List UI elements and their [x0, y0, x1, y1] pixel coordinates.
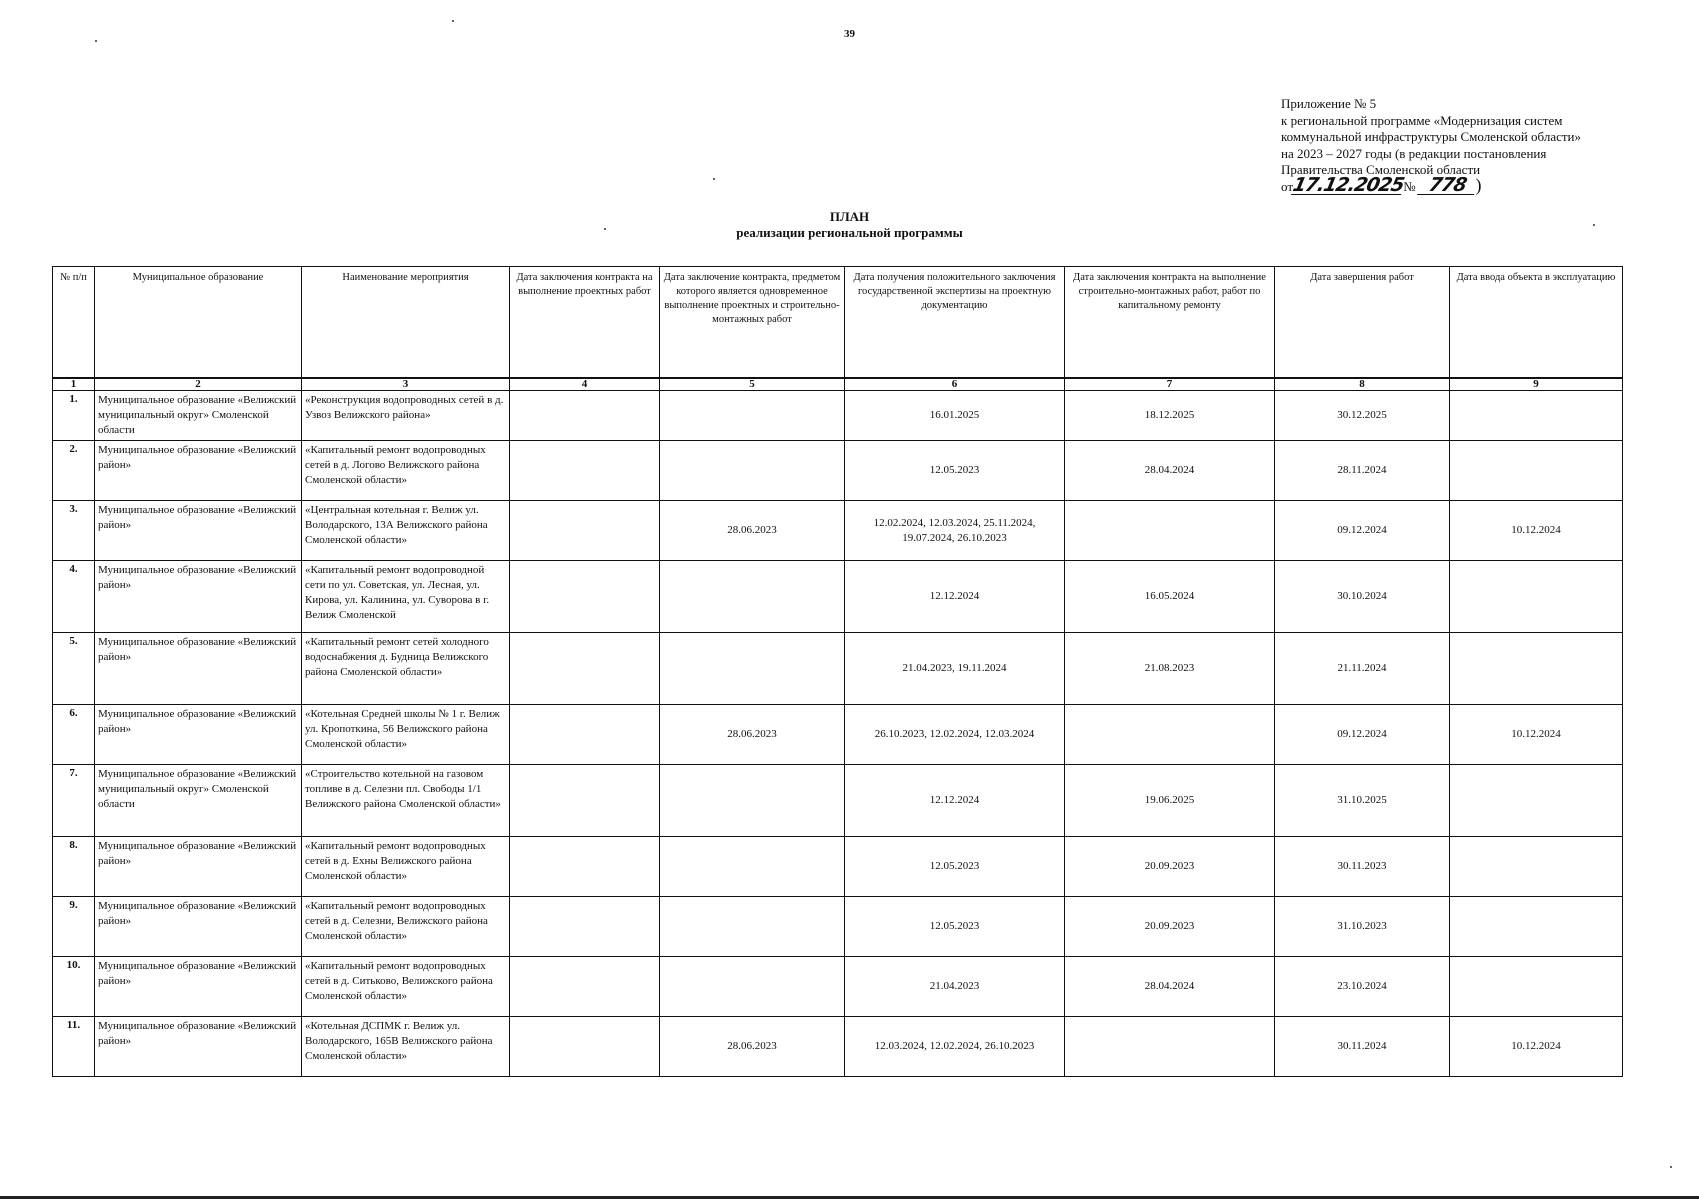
contract-construction-date: 16.05.2024	[1065, 561, 1275, 633]
table-row	[53, 441, 1623, 501]
event-cell: «Капитальный ремонт водопроводной сети по ул. Советская, ул. Лесная, ул. Кирова, ул. Калинина, ул. Суворова в г. Велиж Смоленской	[302, 561, 510, 633]
commissioning-date	[1450, 837, 1623, 897]
expertise-date: 12.03.2024, 12.02.2024, 26.10.2023	[845, 1017, 1065, 1077]
completion-date: 31.10.2023	[1275, 897, 1450, 957]
commissioning-date	[1450, 441, 1623, 501]
row-number: 1.	[53, 391, 95, 441]
scan-speck	[1593, 224, 1595, 226]
column-header: № п/п	[53, 267, 95, 379]
contract-combined-date: 28.06.2023	[660, 1017, 845, 1077]
expertise-date: 16.01.2025	[845, 391, 1065, 441]
expertise-date: 12.05.2023	[845, 441, 1065, 501]
column-number: 5	[660, 378, 845, 391]
row-number: 7.	[53, 765, 95, 837]
number-label: №	[1403, 178, 1416, 194]
expertise-date: 12.05.2023	[845, 837, 1065, 897]
commissioning-date: 10.12.2024	[1450, 1017, 1623, 1077]
completion-date: 30.12.2025	[1275, 391, 1450, 441]
column-header: Дата ввода объекта в эксплуатацию	[1450, 267, 1623, 379]
title-plan: ПЛАН	[829, 209, 870, 224]
contract-design-date	[510, 765, 660, 837]
appendix-line-1: Приложение № 5	[1281, 96, 1377, 111]
completion-date: 31.10.2025	[1275, 765, 1450, 837]
commissioning-date	[1450, 633, 1623, 705]
contract-combined-date	[660, 633, 845, 705]
commissioning-date: 10.12.2024	[1450, 501, 1623, 561]
appendix-line-2: к региональной программе «Модернизация систем	[1281, 112, 1563, 128]
expertise-date: 12.12.2024	[845, 765, 1065, 837]
contract-design-date	[510, 561, 660, 633]
scan-edge-line	[0, 1196, 1699, 1199]
appendix-line-5: Правительства Смоленской области	[1281, 162, 1481, 177]
column-number-row	[53, 378, 1623, 391]
appendix-date-line: от17.12.2025№ 778 )	[1281, 173, 1482, 196]
document-title	[0, 208, 1699, 241]
row-number: 8.	[53, 837, 95, 897]
event-cell: «Котельная Средней школы № 1 г. Велиж ул. Кропоткина, 56 Велижского района Смоленской области»	[302, 705, 510, 765]
page-number: 39	[844, 28, 855, 40]
scan-speck	[452, 20, 454, 22]
contract-construction-date: 28.04.2024	[1065, 441, 1275, 501]
column-header: Дата завершения работ	[1275, 267, 1450, 379]
table-row	[53, 561, 1623, 633]
table-row	[53, 705, 1623, 765]
event-cell: «Капитальный ремонт водопроводных сетей в д. Логово Велижского района Смоленской области»	[302, 441, 510, 501]
row-number: 10.	[53, 957, 95, 1017]
column-number: 4	[510, 378, 660, 391]
completion-date: 09.12.2024	[1275, 501, 1450, 561]
completion-date: 30.11.2023	[1275, 837, 1450, 897]
contract-design-date	[510, 391, 660, 441]
commissioning-date	[1450, 897, 1623, 957]
municipality-cell: Муниципальное образование «Велижский район»	[95, 561, 302, 633]
table-row	[53, 633, 1623, 705]
scan-speck	[95, 40, 97, 42]
column-number: 1	[53, 378, 95, 391]
column-number: 6	[845, 378, 1065, 391]
column-number: 9	[1450, 378, 1623, 391]
municipality-cell: Муниципальное образование «Велижский район»	[95, 705, 302, 765]
completion-date: 30.10.2024	[1275, 561, 1450, 633]
contract-construction-date	[1065, 501, 1275, 561]
from-label: от	[1281, 178, 1294, 194]
municipality-cell: Муниципальное образование «Велижский район»	[95, 441, 302, 501]
event-cell: «Реконструкция водопроводных сетей в д. Узвоз Велижского района»	[302, 391, 510, 441]
completion-date: 09.12.2024	[1275, 705, 1450, 765]
column-header: Дата заключения контракта на выполнение проектных работ	[510, 267, 660, 379]
contract-construction-date	[1065, 705, 1275, 765]
municipality-cell: Муниципальное образование «Велижский район»	[95, 501, 302, 561]
completion-date: 30.11.2024	[1275, 1017, 1450, 1077]
event-cell: «Капитальный ремонт водопроводных сетей в д. Ехны Велижского района Смоленской области»	[302, 837, 510, 897]
contract-combined-date	[660, 957, 845, 1017]
commissioning-date	[1450, 391, 1623, 441]
column-header: Дата заключение контракта, предметом которого является одновременное выполнение проектных и строительно-монтажных работ	[660, 267, 845, 379]
expertise-date: 12.12.2024	[845, 561, 1065, 633]
scan-speck	[604, 228, 606, 230]
event-cell: «Капитальный ремонт сетей холодного водоснабжения д. Будница Велижского района Смоленской области»	[302, 633, 510, 705]
contract-design-date	[510, 1017, 660, 1077]
commissioning-date	[1450, 765, 1623, 837]
expertise-date: 21.04.2023, 19.11.2024	[845, 633, 1065, 705]
contract-combined-date	[660, 391, 845, 441]
contract-construction-date: 18.12.2025	[1065, 391, 1275, 441]
scan-speck	[1670, 1166, 1672, 1168]
completion-date: 21.11.2024	[1275, 633, 1450, 705]
row-number: 11.	[53, 1017, 95, 1077]
row-number: 3.	[53, 501, 95, 561]
commissioning-date	[1450, 561, 1623, 633]
table-row	[53, 1017, 1623, 1077]
column-number: 8	[1275, 378, 1450, 391]
commissioning-date	[1450, 957, 1623, 1017]
contract-design-date	[510, 957, 660, 1017]
column-header: Дата заключения контракта на выполнение строительно-монтажных работ, работ по капитальному ремонту	[1065, 267, 1275, 379]
municipality-cell: Муниципальное образование «Велижский район»	[95, 897, 302, 957]
row-number: 9.	[53, 897, 95, 957]
column-header: Дата получения положительного заключения государственной экспертизы на проектную документацию	[845, 267, 1065, 379]
contract-combined-date	[660, 897, 845, 957]
appendix-line-4: на 2023 – 2027 годы (в редакции постановления	[1281, 145, 1547, 161]
table-row	[53, 765, 1623, 837]
plan-table	[52, 266, 1623, 1077]
contract-combined-date: 28.06.2023	[660, 705, 845, 765]
contract-design-date	[510, 837, 660, 897]
handwritten-number: 778	[1417, 177, 1477, 195]
contract-construction-date	[1065, 1017, 1275, 1077]
column-number: 7	[1065, 378, 1275, 391]
municipality-cell: Муниципальное образование «Велижский район»	[95, 957, 302, 1017]
municipality-cell: Муниципальное образование «Велижский муниципальный округ» Смоленской области	[95, 391, 302, 441]
contract-design-date	[510, 501, 660, 561]
row-number: 5.	[53, 633, 95, 705]
expertise-date: 26.10.2023, 12.02.2024, 12.03.2024	[845, 705, 1065, 765]
contract-design-date	[510, 705, 660, 765]
table-row	[53, 391, 1623, 441]
contract-design-date	[510, 633, 660, 705]
event-cell: «Строительство котельной на газовом топливе в д. Селезни пл. Свободы 1/1 Велижского района Смоленской области»	[302, 765, 510, 837]
contract-construction-date: 20.09.2023	[1065, 837, 1275, 897]
contract-construction-date: 19.06.2025	[1065, 765, 1275, 837]
table-header-row	[53, 267, 1623, 379]
commissioning-date: 10.12.2024	[1450, 705, 1623, 765]
column-number: 3	[302, 378, 510, 391]
contract-combined-date	[660, 837, 845, 897]
expertise-date: 12.05.2023	[845, 897, 1065, 957]
contract-construction-date: 21.08.2023	[1065, 633, 1275, 705]
column-number: 2	[95, 378, 302, 391]
appendix-block	[1281, 96, 1641, 195]
contract-combined-date	[660, 441, 845, 501]
table-row	[53, 897, 1623, 957]
event-cell: «Капитальный ремонт водопроводных сетей в д. Селезни, Велижского района Смоленской области»	[302, 897, 510, 957]
appendix-line-3: коммунальной инфраструктуры Смоленской области»	[1281, 129, 1581, 144]
column-header: Муниципальное образование	[95, 267, 302, 379]
event-cell: «Котельная ДСПМК г. Велиж ул. Володарского, 165В Велижского района Смоленской области»	[302, 1017, 510, 1077]
contract-design-date	[510, 897, 660, 957]
table-row	[53, 957, 1623, 1017]
contract-combined-date: 28.06.2023	[660, 501, 845, 561]
title-subtitle: реализации региональной программы	[736, 225, 963, 240]
contract-combined-date	[660, 561, 845, 633]
table-row	[53, 501, 1623, 561]
event-cell: «Центральная котельная г. Велиж ул. Володарского, 13А Велижского района Смоленской области»	[302, 501, 510, 561]
completion-date: 28.11.2024	[1275, 441, 1450, 501]
row-number: 4.	[53, 561, 95, 633]
event-cell: «Капитальный ремонт водопроводных сетей в д. Ситьково, Велижского района Смоленской области»	[302, 957, 510, 1017]
table-row	[53, 837, 1623, 897]
expertise-date: 21.04.2023	[845, 957, 1065, 1017]
municipality-cell: Муниципальное образование «Велижский район»	[95, 633, 302, 705]
contract-combined-date	[660, 765, 845, 837]
municipality-cell: Муниципальное образование «Велижский район»	[95, 1017, 302, 1077]
column-header: Наименование мероприятия	[302, 267, 510, 379]
contract-design-date	[510, 441, 660, 501]
completion-date: 23.10.2024	[1275, 957, 1450, 1017]
municipality-cell: Муниципальное образование «Велижский район»	[95, 837, 302, 897]
row-number: 2.	[53, 441, 95, 501]
contract-construction-date: 28.04.2024	[1065, 957, 1275, 1017]
scan-speck	[713, 178, 715, 180]
handwritten-date: 17.12.2025	[1290, 173, 1406, 196]
contract-construction-date: 20.09.2023	[1065, 897, 1275, 957]
expertise-date: 12.02.2024, 12.03.2024, 25.11.2024, 19.07.2024, 26.10.2023	[845, 501, 1065, 561]
municipality-cell: Муниципальное образование «Велижский муниципальный округ» Смоленской области	[95, 765, 302, 837]
row-number: 6.	[53, 705, 95, 765]
